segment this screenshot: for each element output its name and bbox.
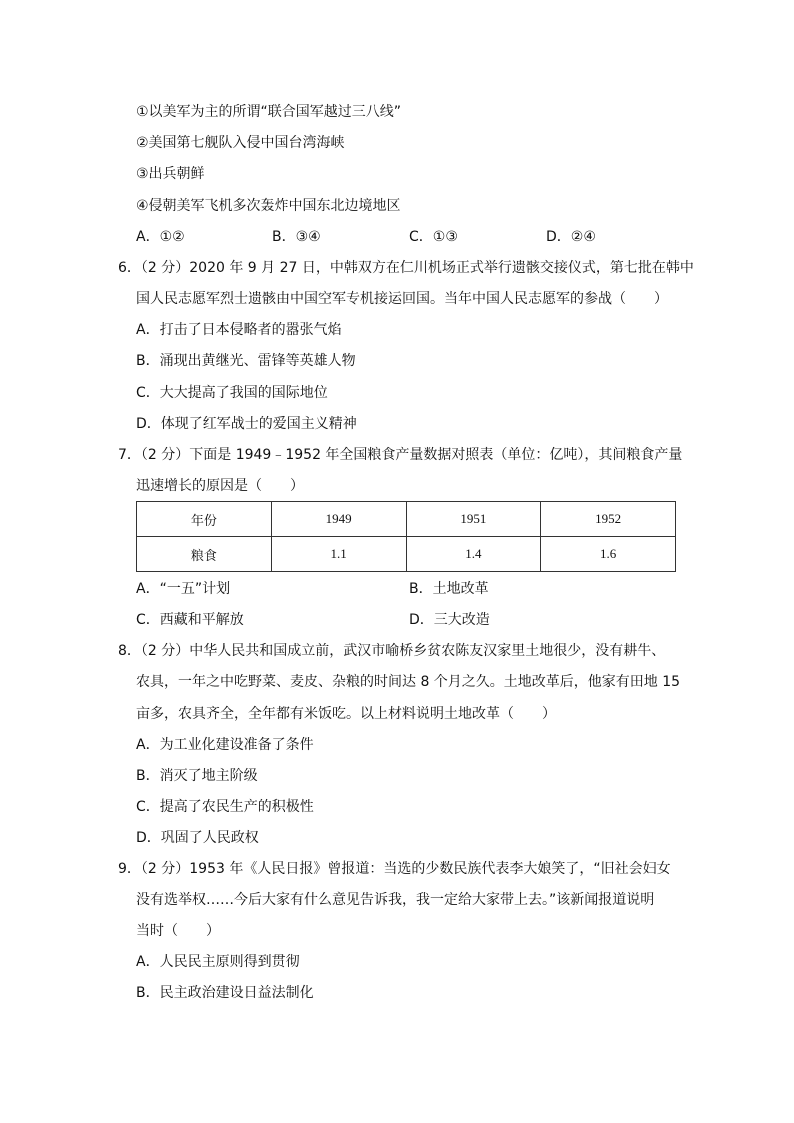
q6-option-a: A．打击了日本侵略者的嚣张气焰 xyxy=(136,322,342,338)
question-9-line-3: 当时（ ） xyxy=(136,923,220,939)
question-7-line-2: 迅速增长的原因是（ ） xyxy=(136,478,304,494)
grain-output-table xyxy=(136,501,676,572)
q7-option-c: C．西藏和平解放 xyxy=(136,612,244,628)
q6-option-c: C．大大提高了我国的国际地位 xyxy=(136,385,328,401)
table-cell: 1.1 xyxy=(271,537,406,572)
question-8-line-1: 8．（2 分）中华人民共和国成立前，武汉市喻桥乡贫农陈友汉家里土地很少，没有耕牛、 xyxy=(118,643,666,659)
q9-option-a: A．人民民主原则得到贯彻 xyxy=(136,954,300,970)
table-header-1949: 1949 xyxy=(271,502,406,537)
q6-option-b: B．涌现出黄继光、雷锋等英雄人物 xyxy=(136,353,356,369)
table-row xyxy=(137,502,676,537)
q9-option-b: B．民主政治建设日益法制化 xyxy=(136,985,314,1001)
item-4: ④侵朝美军飞机多次轰炸中国东北边境地区 xyxy=(136,198,401,214)
option-c: C．①③ xyxy=(409,229,458,245)
table-row-label-grain: 粮食 xyxy=(137,537,272,572)
question-9-line-2: 没有选举权……今后大家有什么意见告诉我，我一定给大家带上去。”该新闻报道说明 xyxy=(136,892,655,908)
table-row xyxy=(137,537,676,572)
option-b: B．③④ xyxy=(272,229,321,245)
table-cell: 1.6 xyxy=(541,537,676,572)
option-a: A．①② xyxy=(136,229,185,245)
q7-option-a: A．“一五”计划 xyxy=(136,581,231,597)
q7-option-b: B．土地改革 xyxy=(409,581,489,597)
question-8-line-2: 农具，一年之中吃野菜、麦皮、杂粮的时间达 8 个月之久。土地改革后，他家有田地 15 xyxy=(136,674,681,690)
item-1: ①以美军为主的所谓“联合国军越过三八线” xyxy=(136,104,402,120)
q8-option-a: A．为工业化建设准备了条件 xyxy=(136,737,314,753)
table-header-1952: 1952 xyxy=(541,502,676,537)
table-header-1951: 1951 xyxy=(406,502,541,537)
question-9-line-1: 9．（2 分）1953 年《人民日报》曾报道：当选的少数民族代表李大娘笑了，“旧社会妇女 xyxy=(118,861,671,877)
table-header-year: 年份 xyxy=(137,502,272,537)
table-cell: 1.4 xyxy=(406,537,541,572)
question-6-line-2: 国人民志愿军烈士遗骸由中国空军专机接运回国。当年中国人民志愿军的参战（ ） xyxy=(136,291,668,307)
item-2: ②美国第七舰队入侵中国台湾海峡 xyxy=(136,135,345,151)
q8-option-d: D．巩固了人民政权 xyxy=(136,830,259,846)
question-6-line-1: 6．（2 分）2020 年 9 月 27 日，中韩双方在仁川机场正式举行遗骸交接仪式，第七批在韩中 xyxy=(118,260,694,276)
question-8-line-3: 亩多，农具齐全，全年都有米饭吃。以上材料说明土地改革（ ） xyxy=(136,706,556,722)
q7-option-d: D．三大改造 xyxy=(409,612,490,628)
item-3: ③出兵朝鲜 xyxy=(136,166,205,182)
q6-option-d: D．体现了红军战士的爱国主义精神 xyxy=(136,416,357,432)
q8-option-c: C．提高了农民生产的积极性 xyxy=(136,799,314,815)
q8-option-b: B．消灭了地主阶级 xyxy=(136,768,258,784)
option-d: D．②④ xyxy=(546,229,596,245)
question-7-line-1: 7．（2 分）下面是 1949﹣1952 年全国粮食产量数据对照表（单位：亿吨），其间粮食产量 xyxy=(118,447,683,463)
